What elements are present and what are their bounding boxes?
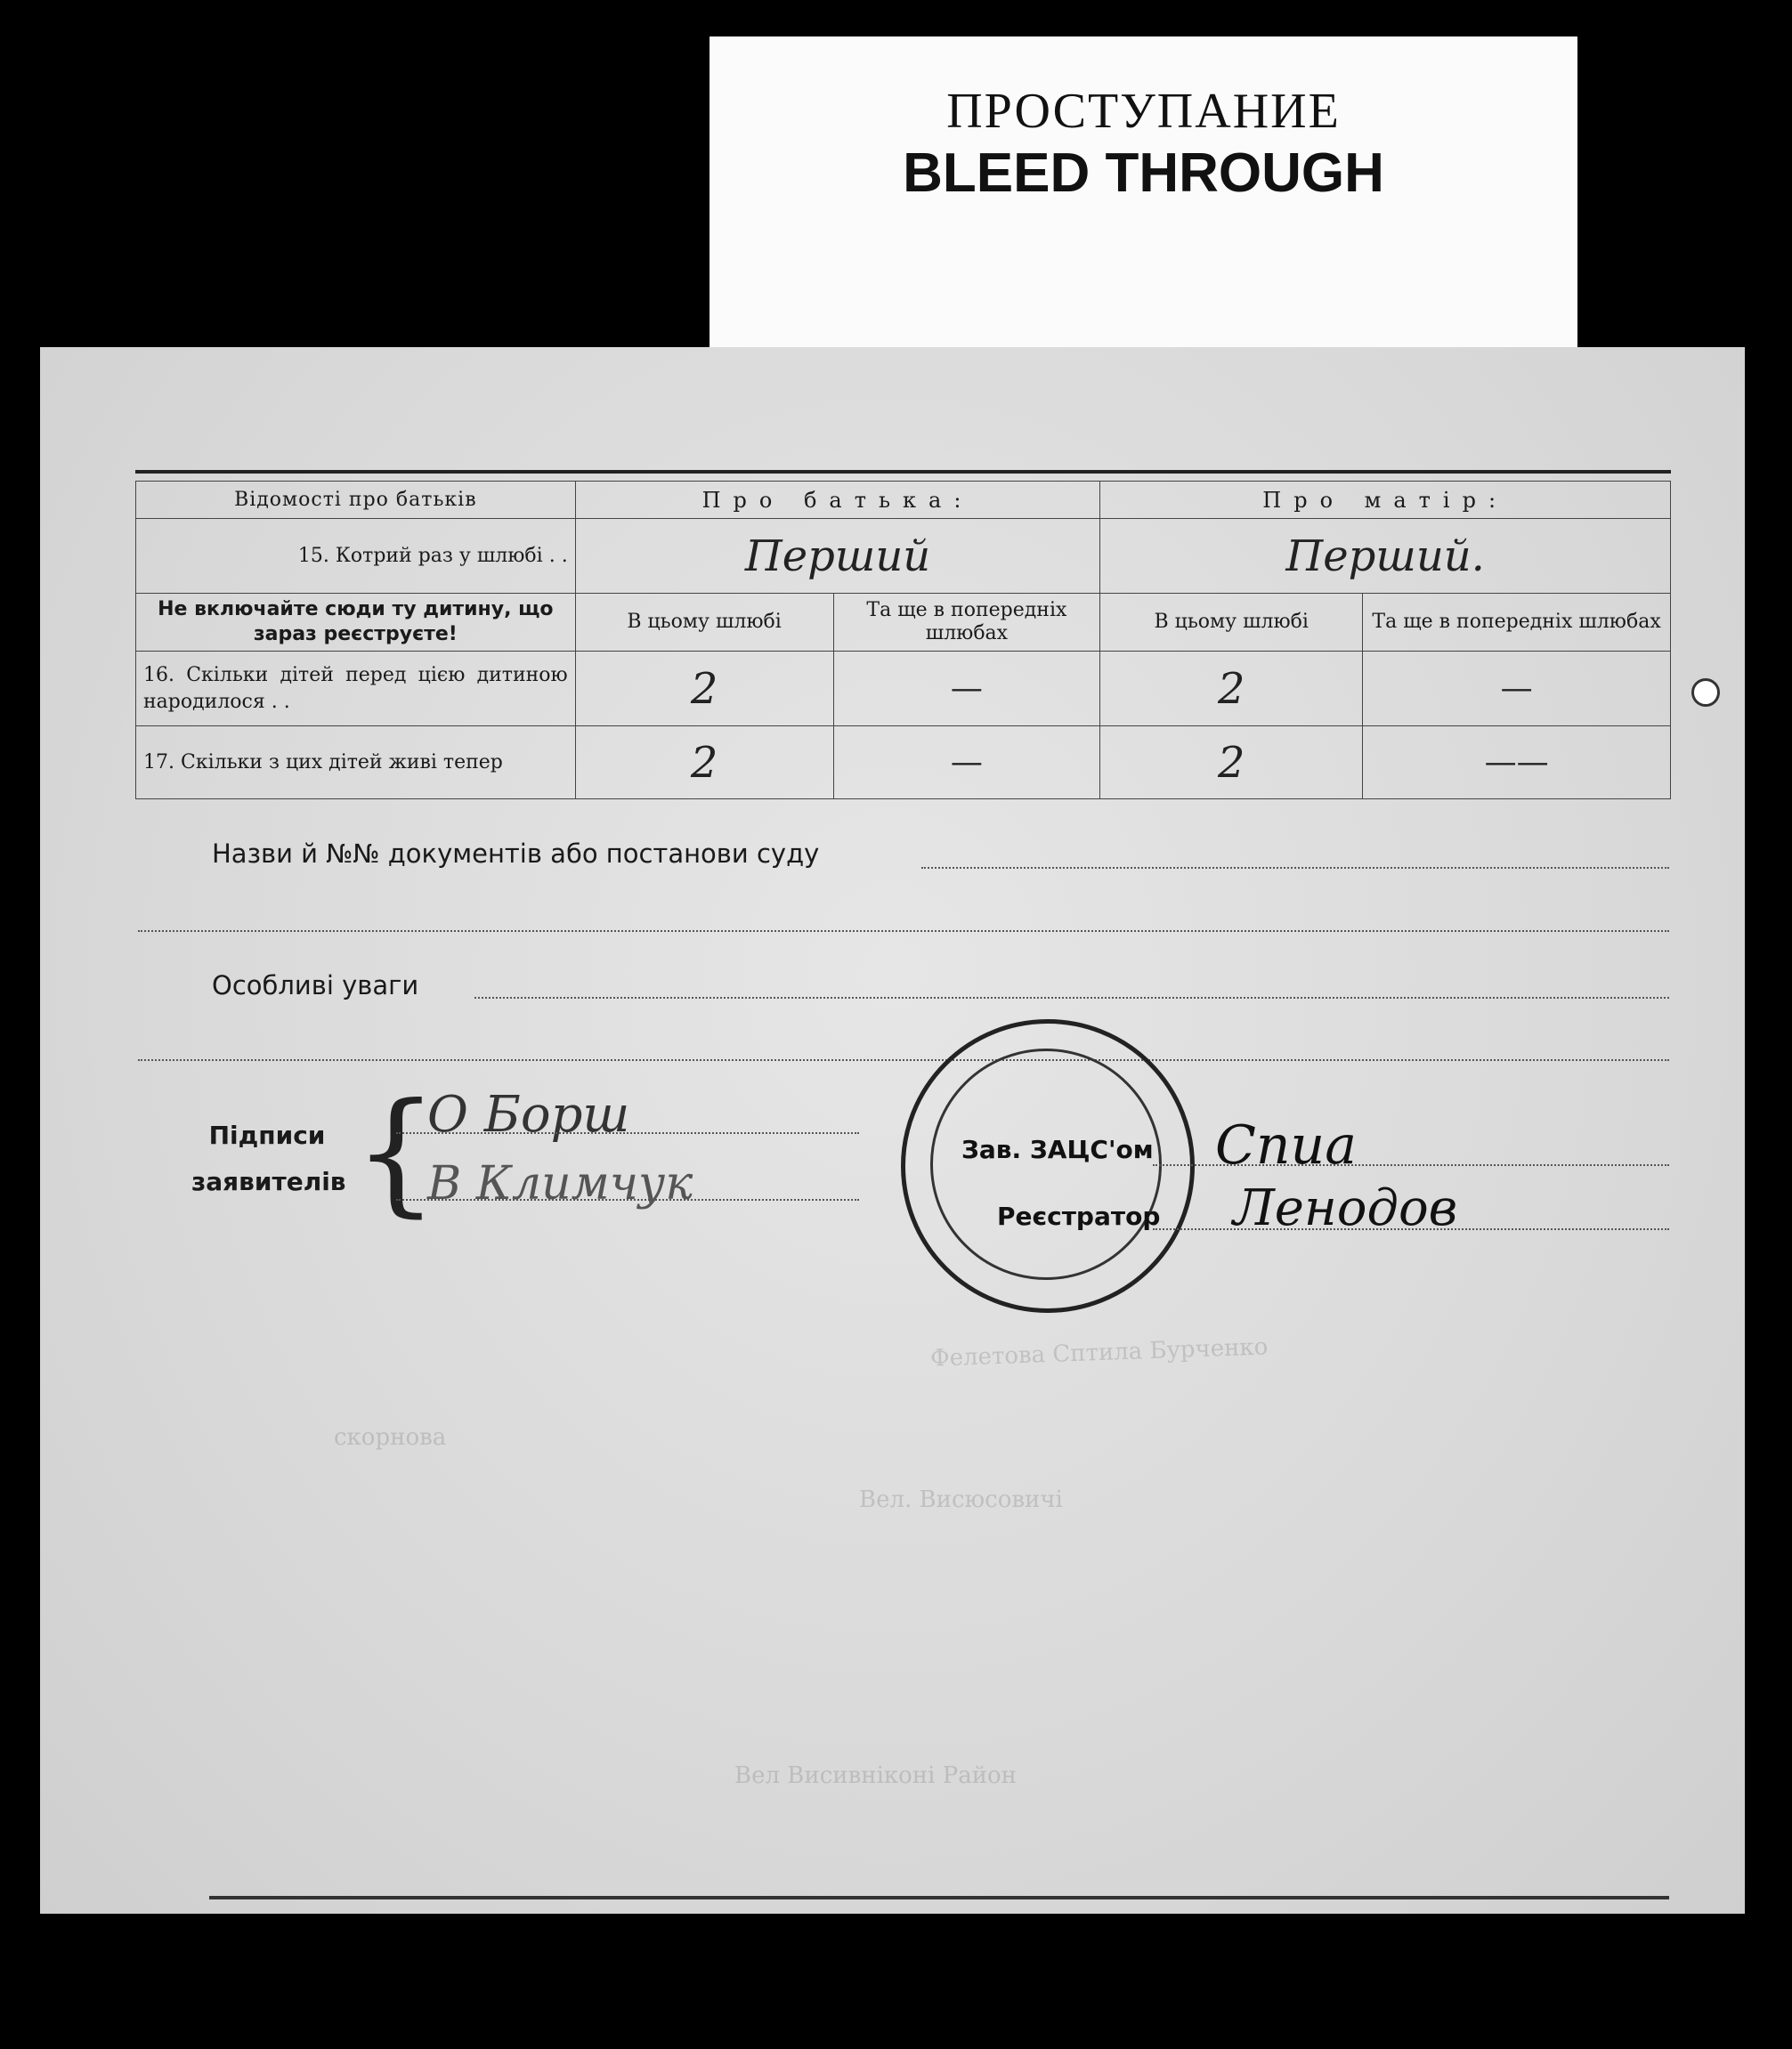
- remarks-label: Особливі уваги: [212, 970, 419, 1000]
- row16-label: 16. Скільки дітей перед цією дитиною народилося . .: [136, 652, 576, 726]
- official-seal: [901, 1019, 1195, 1313]
- signatures-label: Підписи заявителів: [191, 1121, 346, 1196]
- parents-info-table: [135, 481, 1671, 799]
- subheader-previous-mother: Та ще в попередніх шлюбах: [1363, 594, 1671, 652]
- row16-father-this: 2: [575, 652, 833, 726]
- subheader-note: Не включайте сюди ту дитину, що зараз реєструєте!: [136, 594, 576, 652]
- header-about-mother: Про матір:: [1100, 482, 1671, 519]
- signatures-brace: {: [353, 1075, 439, 1230]
- table-row-15: [136, 519, 1671, 594]
- bleed-through-text-4: Вел Висивніконі Район: [734, 1762, 1018, 1789]
- row17-father-this: 2: [575, 726, 833, 799]
- table-header-row: [136, 482, 1671, 519]
- table-row-17: [136, 726, 1671, 799]
- binding-hole: [1691, 678, 1720, 707]
- bleed-through-text-1: Фелетова Сптила Бурченко: [929, 1333, 1269, 1373]
- official-seal-inner-ring: [930, 1049, 1162, 1280]
- row17-father-prev: —: [833, 726, 1100, 799]
- bleed-through-notice: [710, 36, 1577, 368]
- registrar-label: Реєстратор: [997, 1202, 1161, 1231]
- subheader-this-marriage-mother: В цьому шлюбі: [1100, 594, 1363, 652]
- row17-label: 17. Скільки з цих дітей живі тепер: [136, 726, 576, 799]
- row16-mother-prev: —: [1363, 652, 1671, 726]
- head-signature: Спиа: [1215, 1114, 1357, 1177]
- row16-mother-this: 2: [1100, 652, 1363, 726]
- registrar-signature: Ленодов: [1233, 1179, 1458, 1237]
- applicant-signature-1: О Борш: [427, 1086, 630, 1144]
- documents-line: [921, 867, 1669, 869]
- subheader-this-marriage-father: В цьому шлюбі: [575, 594, 833, 652]
- form-page: [40, 347, 1745, 1914]
- row15-father-value: Перший: [575, 519, 1100, 594]
- row17-mother-this: 2: [1100, 726, 1363, 799]
- table-row-16: [136, 652, 1671, 726]
- row16-father-prev: —: [833, 652, 1100, 726]
- header-parents-info: Відомості про батьків: [136, 482, 576, 519]
- subheader-previous-father: Та ще в попередніх шлюбах: [833, 594, 1100, 652]
- bleed-through-text-2: скорнова: [334, 1424, 447, 1451]
- bleed-notice-en: BLEED THROUGH: [903, 142, 1384, 204]
- remarks-line: [474, 997, 1669, 999]
- bleed-notice-ru: ПРОСТУПАНИЕ: [946, 84, 1341, 139]
- applicant-signature-2: В Климчук: [427, 1157, 693, 1211]
- page-bottom-rule: [209, 1896, 1669, 1899]
- bleed-through-text-3: Вел. Висюсовичі: [859, 1486, 1063, 1513]
- remarks-line-2: [138, 1059, 1669, 1061]
- documents-line-2: [138, 930, 1669, 932]
- table-top-rule: [135, 470, 1671, 474]
- documents-label: Назви й №№ документів або постанови суду: [212, 838, 820, 869]
- row15-mother-value: Перший.: [1100, 519, 1671, 594]
- header-about-father: Про батька:: [575, 482, 1100, 519]
- signature-line-1: [396, 1132, 859, 1134]
- row15-label: 15. Котрий раз у шлюбі . .: [136, 519, 576, 594]
- signature-line-2: [396, 1199, 859, 1201]
- head-of-registry-label: Зав. ЗАЦС'ом: [961, 1135, 1154, 1164]
- row17-mother-prev: ——: [1363, 726, 1671, 799]
- table-subheader-row: [136, 594, 1671, 652]
